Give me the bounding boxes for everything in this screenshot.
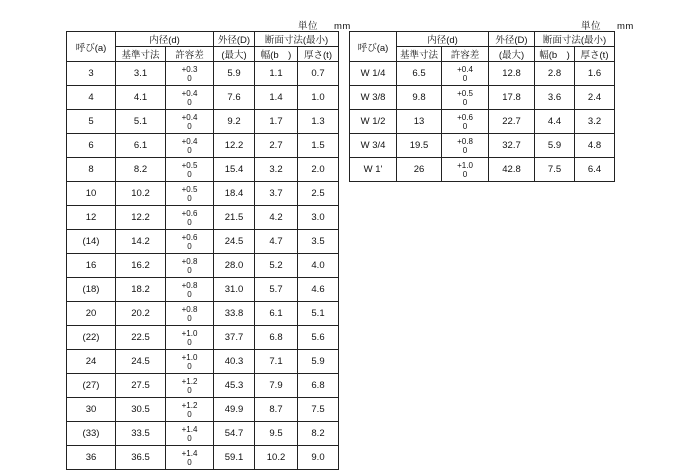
cell-thickness: 2.0 bbox=[298, 158, 339, 182]
cell-outer-diameter: 31.0 bbox=[214, 278, 255, 302]
tolerance-lower: 0 bbox=[187, 361, 192, 371]
tolerance-upper: +0.5 bbox=[181, 160, 198, 170]
tolerance-lower: 0 bbox=[462, 97, 468, 107]
cell-basic-size: 36.5 bbox=[116, 446, 166, 470]
tolerance-lower: 0 bbox=[187, 313, 192, 323]
cell-basic-size: 12.2 bbox=[116, 206, 166, 230]
cell-outer-diameter: 18.4 bbox=[214, 182, 255, 206]
cell-thickness: 8.2 bbox=[298, 422, 339, 446]
tolerance-upper: +1.4 bbox=[181, 424, 198, 434]
tolerance-lower: 0 bbox=[187, 145, 192, 155]
cell-size: W 1' bbox=[350, 158, 397, 182]
table-row bbox=[67, 86, 339, 110]
header-max: (最大) bbox=[214, 47, 255, 62]
table-row bbox=[67, 374, 339, 398]
cell-outer-diameter: 54.7 bbox=[214, 422, 255, 446]
cell-thickness: 4.0 bbox=[298, 254, 339, 278]
cell-tolerance bbox=[166, 254, 214, 278]
header-tolerance: 許容差 bbox=[166, 47, 214, 62]
tolerance-lower: 0 bbox=[462, 145, 468, 155]
cell-size: (22) bbox=[67, 326, 116, 350]
cell-basic-size: 6.5 bbox=[397, 62, 442, 86]
cell-tolerance bbox=[166, 326, 214, 350]
cell-width: 3.7 bbox=[255, 182, 298, 206]
cell-basic-size: 16.2 bbox=[116, 254, 166, 278]
table-row bbox=[350, 86, 615, 110]
cell-size: 8 bbox=[67, 158, 116, 182]
cell-outer-diameter: 28.0 bbox=[214, 254, 255, 278]
cell-outer-diameter: 12.2 bbox=[214, 134, 255, 158]
tolerance-lower: 0 bbox=[462, 169, 468, 179]
unit-value: mm bbox=[617, 21, 634, 32]
cell-size: W 1/4 bbox=[350, 62, 397, 86]
cell-size: W 3/4 bbox=[350, 134, 397, 158]
tolerance-lower: 0 bbox=[187, 217, 192, 227]
table-row bbox=[67, 134, 339, 158]
cell-tolerance bbox=[166, 62, 214, 86]
tolerance-lower: 0 bbox=[187, 385, 192, 395]
cell-outer-diameter: 15.4 bbox=[214, 158, 255, 182]
header-section: 断面寸法(最小) bbox=[535, 32, 615, 47]
cell-basic-size: 26 bbox=[397, 158, 442, 182]
tolerance-upper: +0.5 bbox=[457, 88, 473, 98]
cell-thickness: 6.4 bbox=[575, 158, 615, 182]
cell-tolerance bbox=[166, 182, 214, 206]
cell-tolerance bbox=[166, 134, 214, 158]
cell-basic-size: 20.2 bbox=[116, 302, 166, 326]
table-row bbox=[67, 206, 339, 230]
tolerance-lower: 0 bbox=[187, 409, 192, 419]
cell-size: 20 bbox=[67, 302, 116, 326]
cell-thickness: 7.5 bbox=[298, 398, 339, 422]
cell-size: 4 bbox=[67, 86, 116, 110]
cell-tolerance bbox=[166, 86, 214, 110]
unit-text: 単位 bbox=[581, 21, 602, 32]
cell-outer-diameter: 22.7 bbox=[489, 110, 535, 134]
cell-width: 2.8 bbox=[535, 62, 575, 86]
cell-width: 1.4 bbox=[255, 86, 298, 110]
cell-outer-diameter: 5.9 bbox=[214, 62, 255, 86]
cell-width: 3.2 bbox=[255, 158, 298, 182]
cell-thickness: 1.5 bbox=[298, 134, 339, 158]
cell-tolerance bbox=[166, 158, 214, 182]
tolerance-upper: +1.0 bbox=[457, 160, 473, 170]
cell-outer-diameter: 21.5 bbox=[214, 206, 255, 230]
header-max: (最大) bbox=[489, 47, 535, 62]
table-row bbox=[67, 62, 339, 86]
cell-size: 16 bbox=[67, 254, 116, 278]
header-tolerance: 許容差 bbox=[442, 47, 489, 62]
cell-width: 4.7 bbox=[255, 230, 298, 254]
table-row bbox=[67, 278, 339, 302]
cell-outer-diameter: 7.6 bbox=[214, 86, 255, 110]
header-width: 幅(b ) bbox=[255, 47, 298, 62]
tolerance-upper: +1.0 bbox=[181, 352, 198, 362]
cell-basic-size: 8.2 bbox=[116, 158, 166, 182]
cell-basic-size: 30.5 bbox=[116, 398, 166, 422]
tolerance-upper: +1.4 bbox=[181, 448, 198, 458]
tolerance-lower: 0 bbox=[187, 73, 192, 83]
tolerance-lower: 0 bbox=[187, 265, 192, 275]
cell-thickness: 4.8 bbox=[575, 134, 615, 158]
cell-basic-size: 4.1 bbox=[116, 86, 166, 110]
table-row bbox=[67, 302, 339, 326]
cell-thickness: 3.5 bbox=[298, 230, 339, 254]
tolerance-upper: +0.4 bbox=[181, 112, 198, 122]
cell-width: 6.1 bbox=[255, 302, 298, 326]
cell-width: 1.7 bbox=[255, 110, 298, 134]
tolerance-upper: +0.4 bbox=[457, 64, 473, 74]
cell-size: 12 bbox=[67, 206, 116, 230]
cell-thickness: 6.8 bbox=[298, 374, 339, 398]
table-row bbox=[350, 158, 615, 182]
header-size: 呼び(a) bbox=[350, 32, 397, 62]
tolerance-lower: 0 bbox=[187, 433, 192, 443]
cell-basic-size: 18.2 bbox=[116, 278, 166, 302]
table-row bbox=[67, 230, 339, 254]
unit-text: 単位 bbox=[298, 21, 319, 32]
cell-width: 4.2 bbox=[255, 206, 298, 230]
tolerance-lower: 0 bbox=[187, 337, 192, 347]
tolerance-lower: 0 bbox=[462, 121, 468, 131]
cell-outer-diameter: 33.8 bbox=[214, 302, 255, 326]
cell-outer-diameter: 9.2 bbox=[214, 110, 255, 134]
tolerance-upper: +0.5 bbox=[181, 184, 198, 194]
cell-basic-size: 22.5 bbox=[116, 326, 166, 350]
tolerance-upper: +0.8 bbox=[181, 280, 198, 290]
tolerance-upper: +0.6 bbox=[181, 232, 198, 242]
header-thickness: 厚さ(t) bbox=[575, 47, 615, 62]
cell-size: 6 bbox=[67, 134, 116, 158]
cell-width: 7.1 bbox=[255, 350, 298, 374]
cell-outer-diameter: 40.3 bbox=[214, 350, 255, 374]
cell-thickness: 1.3 bbox=[298, 110, 339, 134]
cell-outer-diameter: 45.3 bbox=[214, 374, 255, 398]
table-row bbox=[67, 254, 339, 278]
tolerance-upper: +1.2 bbox=[181, 376, 198, 386]
cell-outer-diameter: 12.8 bbox=[489, 62, 535, 86]
tolerance-upper: +0.4 bbox=[181, 88, 198, 98]
cell-basic-size: 13 bbox=[397, 110, 442, 134]
cell-width: 1.1 bbox=[255, 62, 298, 86]
cell-thickness: 1.6 bbox=[575, 62, 615, 86]
cell-basic-size: 6.1 bbox=[116, 134, 166, 158]
spec-table-metric bbox=[66, 31, 339, 470]
header-outer-diameter: 外径(D) bbox=[214, 32, 255, 47]
cell-width: 8.7 bbox=[255, 398, 298, 422]
table-row bbox=[67, 182, 339, 206]
tolerance-upper: +1.0 bbox=[181, 328, 198, 338]
table-row bbox=[67, 326, 339, 350]
cell-tolerance bbox=[166, 278, 214, 302]
cell-outer-diameter: 37.7 bbox=[214, 326, 255, 350]
cell-size: (18) bbox=[67, 278, 116, 302]
cell-thickness: 5.9 bbox=[298, 350, 339, 374]
cell-outer-diameter: 42.8 bbox=[489, 158, 535, 182]
header-basic-size: 基準寸法 bbox=[397, 47, 442, 62]
cell-outer-diameter: 24.5 bbox=[214, 230, 255, 254]
cell-size: 30 bbox=[67, 398, 116, 422]
cell-tolerance bbox=[442, 86, 489, 110]
cell-size: W 1/2 bbox=[350, 110, 397, 134]
header-basic-size: 基準寸法 bbox=[116, 47, 166, 62]
cell-basic-size: 24.5 bbox=[116, 350, 166, 374]
cell-basic-size: 19.5 bbox=[397, 134, 442, 158]
tolerance-upper: +0.4 bbox=[181, 136, 198, 146]
cell-size: 36 bbox=[67, 446, 116, 470]
tolerance-upper: +0.8 bbox=[181, 256, 198, 266]
cell-thickness: 4.6 bbox=[298, 278, 339, 302]
unit-value: mm bbox=[334, 21, 351, 32]
table-row bbox=[67, 422, 339, 446]
cell-thickness: 3.0 bbox=[298, 206, 339, 230]
tolerance-lower: 0 bbox=[187, 121, 192, 131]
cell-tolerance bbox=[442, 158, 489, 182]
cell-size: W 3/8 bbox=[350, 86, 397, 110]
cell-size: 3 bbox=[67, 62, 116, 86]
cell-tolerance bbox=[442, 134, 489, 158]
table-row bbox=[67, 398, 339, 422]
cell-thickness: 0.7 bbox=[298, 62, 339, 86]
unit-label-left bbox=[298, 18, 351, 32]
header-section: 断面寸法(最小) bbox=[255, 32, 339, 47]
cell-tolerance bbox=[166, 374, 214, 398]
cell-size: 10 bbox=[67, 182, 116, 206]
tolerance-upper: +0.6 bbox=[181, 208, 198, 218]
tolerance-lower: 0 bbox=[187, 241, 192, 251]
cell-thickness: 1.0 bbox=[298, 86, 339, 110]
cell-thickness: 2.5 bbox=[298, 182, 339, 206]
cell-size: 5 bbox=[67, 110, 116, 134]
cell-width: 5.2 bbox=[255, 254, 298, 278]
cell-outer-diameter: 59.1 bbox=[214, 446, 255, 470]
tolerance-upper: +0.8 bbox=[181, 304, 198, 314]
cell-width: 6.8 bbox=[255, 326, 298, 350]
tolerance-lower: 0 bbox=[187, 193, 192, 203]
table-row bbox=[67, 446, 339, 470]
tolerance-upper: +0.8 bbox=[457, 136, 473, 146]
cell-outer-diameter: 32.7 bbox=[489, 134, 535, 158]
cell-basic-size: 33.5 bbox=[116, 422, 166, 446]
cell-thickness: 5.1 bbox=[298, 302, 339, 326]
cell-tolerance bbox=[166, 302, 214, 326]
cell-thickness: 5.6 bbox=[298, 326, 339, 350]
cell-outer-diameter: 17.8 bbox=[489, 86, 535, 110]
tolerance-upper: +0.6 bbox=[457, 112, 473, 122]
cell-tolerance bbox=[442, 110, 489, 134]
cell-size: (14) bbox=[67, 230, 116, 254]
tolerance-lower: 0 bbox=[187, 169, 192, 179]
cell-thickness: 3.2 bbox=[575, 110, 615, 134]
cell-size: 24 bbox=[67, 350, 116, 374]
header-thickness: 厚さ(t) bbox=[298, 47, 339, 62]
tolerance-lower: 0 bbox=[187, 97, 192, 107]
cell-size: (27) bbox=[67, 374, 116, 398]
cell-width: 7.5 bbox=[535, 158, 575, 182]
cell-width: 4.4 bbox=[535, 110, 575, 134]
table-row bbox=[67, 110, 339, 134]
cell-basic-size: 27.5 bbox=[116, 374, 166, 398]
cell-width: 9.5 bbox=[255, 422, 298, 446]
tolerance-upper: +0.3 bbox=[181, 64, 198, 74]
header-inner-diameter: 内径(d) bbox=[116, 32, 214, 47]
cell-basic-size: 14.2 bbox=[116, 230, 166, 254]
cell-tolerance bbox=[166, 446, 214, 470]
spec-table-whitworth bbox=[349, 31, 615, 182]
table-row bbox=[67, 158, 339, 182]
header-inner-diameter: 内径(d) bbox=[397, 32, 489, 47]
cell-thickness: 9.0 bbox=[298, 446, 339, 470]
cell-basic-size: 5.1 bbox=[116, 110, 166, 134]
table-row bbox=[350, 134, 615, 158]
cell-tolerance bbox=[442, 62, 489, 86]
table-row bbox=[350, 62, 615, 86]
cell-basic-size: 3.1 bbox=[116, 62, 166, 86]
header-width: 幅(b ) bbox=[535, 47, 575, 62]
cell-outer-diameter: 49.9 bbox=[214, 398, 255, 422]
cell-basic-size: 10.2 bbox=[116, 182, 166, 206]
cell-tolerance bbox=[166, 422, 214, 446]
cell-thickness: 2.4 bbox=[575, 86, 615, 110]
cell-tolerance bbox=[166, 350, 214, 374]
cell-tolerance bbox=[166, 110, 214, 134]
cell-width: 10.2 bbox=[255, 446, 298, 470]
tolerance-upper: +1.2 bbox=[181, 400, 198, 410]
tolerance-lower: 0 bbox=[187, 457, 192, 467]
header-size: 呼び(a) bbox=[67, 32, 116, 62]
cell-width: 5.9 bbox=[535, 134, 575, 158]
cell-width: 3.6 bbox=[535, 86, 575, 110]
cell-width: 7.9 bbox=[255, 374, 298, 398]
cell-width: 2.7 bbox=[255, 134, 298, 158]
cell-size: (33) bbox=[67, 422, 116, 446]
header-outer-diameter: 外径(D) bbox=[489, 32, 535, 47]
table-row bbox=[67, 350, 339, 374]
unit-label-right bbox=[581, 18, 634, 32]
cell-tolerance bbox=[166, 206, 214, 230]
cell-basic-size: 9.8 bbox=[397, 86, 442, 110]
table-row bbox=[350, 110, 615, 134]
tolerance-lower: 0 bbox=[462, 73, 468, 83]
tolerance-lower: 0 bbox=[187, 289, 192, 299]
cell-tolerance bbox=[166, 398, 214, 422]
cell-tolerance bbox=[166, 230, 214, 254]
cell-width: 5.7 bbox=[255, 278, 298, 302]
